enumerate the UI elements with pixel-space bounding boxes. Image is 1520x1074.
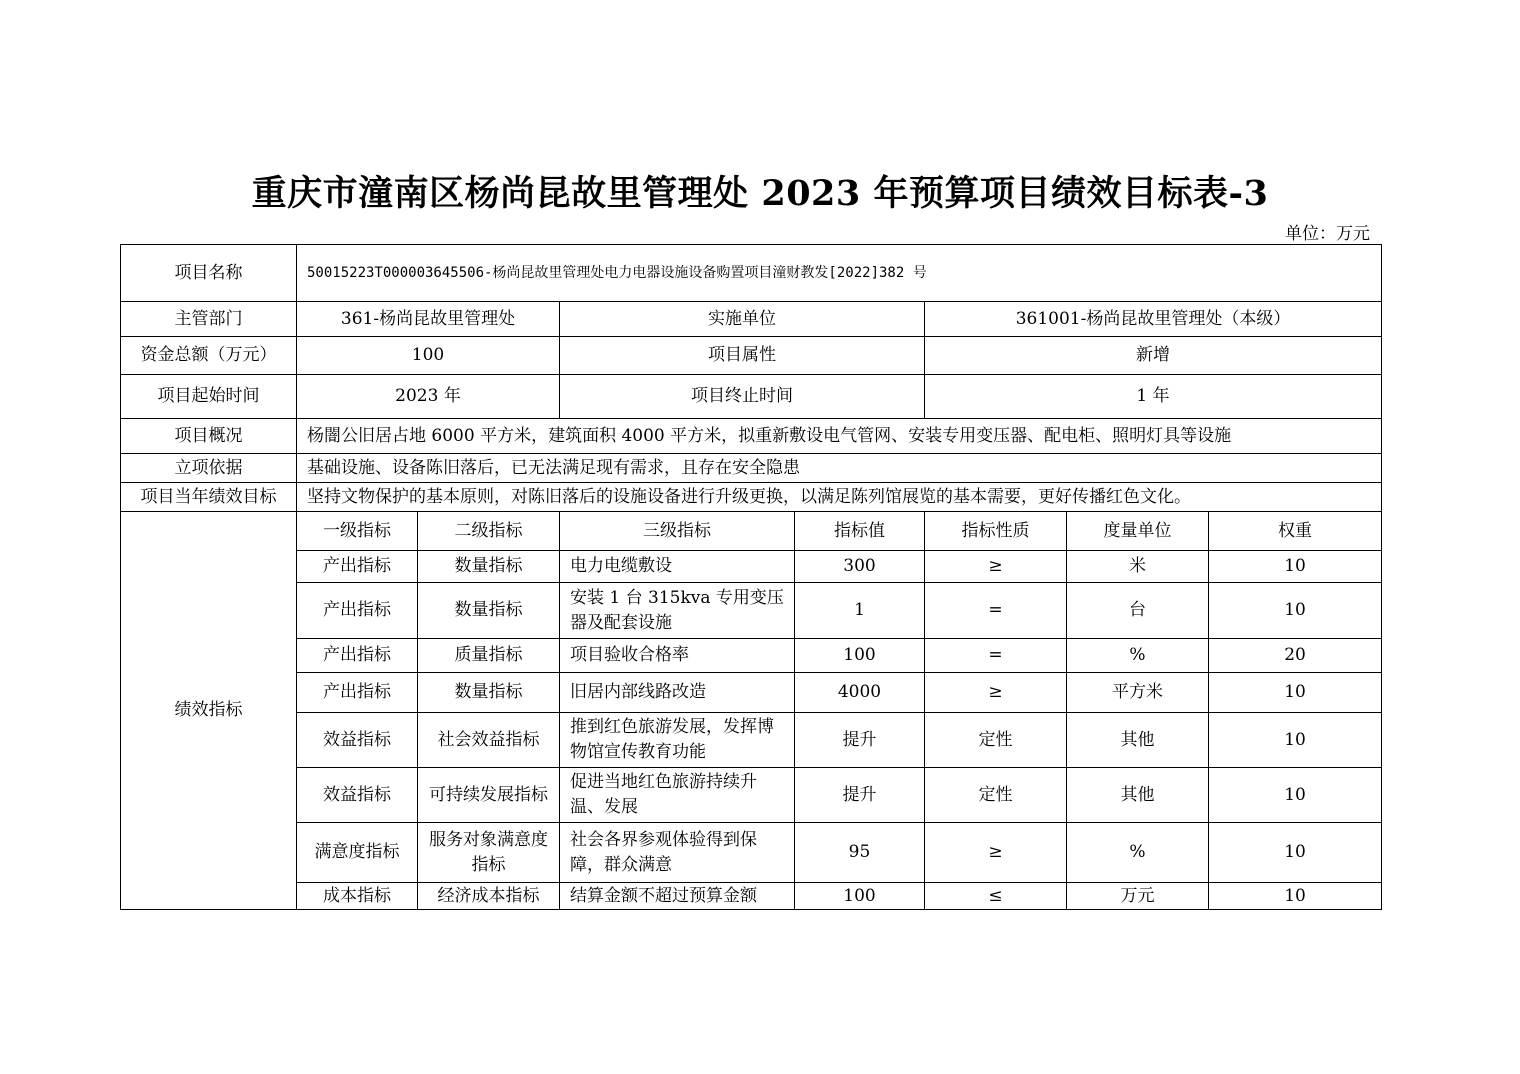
level1-cell: 产出指标 — [297, 583, 418, 639]
header-level3: 三级指标 — [560, 512, 795, 551]
level3-cell: 社会各界参观体验得到保障，群众满意 — [560, 823, 795, 883]
level2-cell: 可持续发展指标 — [418, 768, 560, 823]
performance-label: 绩效指标 — [121, 512, 297, 910]
level1-cell: 效益指标 — [297, 713, 418, 768]
table-row — [121, 551, 1382, 583]
unit-cell: 万元 — [1067, 883, 1209, 910]
weight-cell: 10 — [1209, 823, 1382, 883]
nature-cell: ≥ — [925, 673, 1067, 713]
unit-label: 单位：万元 — [1285, 224, 1370, 244]
basis-value: 基础设施、设备陈旧落后，已无法满足现有需求，且存在安全隐患 — [297, 454, 1382, 483]
level3-cell: 促进当地红色旅游持续升温、发展 — [560, 768, 795, 823]
implementer-label: 实施单位 — [560, 302, 925, 337]
level1-cell: 满意度指标 — [297, 823, 418, 883]
value-cell: 300 — [795, 551, 925, 583]
unit-cell: 台 — [1067, 583, 1209, 639]
header-level2: 二级指标 — [418, 512, 560, 551]
weight-cell: 10 — [1209, 713, 1382, 768]
level2-cell: 数量指标 — [418, 673, 560, 713]
overview-label: 项目概况 — [121, 419, 297, 454]
weight-cell: 10 — [1209, 673, 1382, 713]
implementer-value: 361001-杨尚昆故里管理处（本级） — [925, 302, 1382, 337]
fund-label: 资金总额（万元） — [121, 337, 297, 375]
basis-label: 立项依据 — [121, 454, 297, 483]
attribute-label: 项目属性 — [560, 337, 925, 375]
row-basis — [121, 454, 1382, 483]
value-cell: 1 — [795, 583, 925, 639]
table-row — [121, 639, 1382, 673]
level2-cell: 社会效益指标 — [418, 713, 560, 768]
value-cell: 100 — [795, 883, 925, 910]
level3-cell: 旧居内部线路改造 — [560, 673, 795, 713]
page-title: 重庆市潼南区杨尚昆故里管理处 2023 年预算项目绩效目标表-3 — [251, 173, 1269, 214]
weight-cell: 20 — [1209, 639, 1382, 673]
row-goal — [121, 483, 1382, 512]
row-project-name — [121, 245, 1382, 302]
unit-cell: % — [1067, 639, 1209, 673]
level3-cell: 项目验收合格率 — [560, 639, 795, 673]
department-value: 361-杨尚昆故里管理处 — [297, 302, 560, 337]
goal-value: 坚持文物保护的基本原则，对陈旧落后的设施设备进行升级更换，以满足陈列馆展览的基本需要，更好传播红色文化。 — [297, 483, 1382, 512]
level1-cell: 效益指标 — [297, 768, 418, 823]
nature-cell: ≥ — [925, 551, 1067, 583]
level2-cell: 质量指标 — [418, 639, 560, 673]
table-row — [121, 673, 1382, 713]
value-cell: 提升 — [795, 713, 925, 768]
header-nature: 指标性质 — [925, 512, 1067, 551]
table-row — [121, 883, 1382, 910]
department-label: 主管部门 — [121, 302, 297, 337]
level2-cell: 经济成本指标 — [418, 883, 560, 910]
level2-cell: 数量指标 — [418, 551, 560, 583]
end-time-value: 1 年 — [925, 375, 1382, 419]
level3-cell: 结算金额不超过预算金额 — [560, 883, 795, 910]
fund-value: 100 — [297, 337, 560, 375]
table-row — [121, 768, 1382, 823]
attribute-value: 新增 — [925, 337, 1382, 375]
performance-target-table — [120, 244, 1382, 910]
level2-cell: 服务对象满意度指标 — [418, 823, 560, 883]
level1-cell: 产出指标 — [297, 551, 418, 583]
nature-cell: = — [925, 583, 1067, 639]
weight-cell: 10 — [1209, 583, 1382, 639]
table-row — [121, 583, 1382, 639]
nature-cell: = — [925, 639, 1067, 673]
weight-cell: 10 — [1209, 883, 1382, 910]
unit-cell: 平方米 — [1067, 673, 1209, 713]
level1-cell: 产出指标 — [297, 673, 418, 713]
row-overview — [121, 419, 1382, 454]
nature-cell: 定性 — [925, 713, 1067, 768]
unit-cell: 其他 — [1067, 713, 1209, 768]
value-cell: 4000 — [795, 673, 925, 713]
level2-cell: 数量指标 — [418, 583, 560, 639]
nature-cell: ≥ — [925, 823, 1067, 883]
project-name-value: 50015223T000003645506-杨尚昆故里管理处电力电器设施设备购置项目潼财教发[2022]382 号 — [297, 245, 1382, 302]
weight-cell: 10 — [1209, 551, 1382, 583]
level3-cell: 安装 1 台 315kva 专用变压器及配套设施 — [560, 583, 795, 639]
table-row — [121, 823, 1382, 883]
level1-cell: 成本指标 — [297, 883, 418, 910]
value-cell: 提升 — [795, 768, 925, 823]
header-value: 指标值 — [795, 512, 925, 551]
project-name-label: 项目名称 — [121, 245, 297, 302]
row-fund — [121, 337, 1382, 375]
start-time-label: 项目起始时间 — [121, 375, 297, 419]
level3-cell: 电力电缆敷设 — [560, 551, 795, 583]
header-weight: 权重 — [1209, 512, 1382, 551]
header-level1: 一级指标 — [297, 512, 418, 551]
row-department — [121, 302, 1382, 337]
level3-cell: 推到红色旅游发展，发挥博物馆宣传教育功能 — [560, 713, 795, 768]
weight-cell: 10 — [1209, 768, 1382, 823]
unit-cell: 其他 — [1067, 768, 1209, 823]
goal-label: 项目当年绩效目标 — [121, 483, 297, 512]
nature-cell: ≤ — [925, 883, 1067, 910]
level1-cell: 产出指标 — [297, 639, 418, 673]
end-time-label: 项目终止时间 — [560, 375, 925, 419]
nature-cell: 定性 — [925, 768, 1067, 823]
unit-cell: % — [1067, 823, 1209, 883]
unit-cell: 米 — [1067, 551, 1209, 583]
value-cell: 95 — [795, 823, 925, 883]
row-indicator-header — [121, 512, 1382, 551]
value-cell: 100 — [795, 639, 925, 673]
header-unit: 度量单位 — [1067, 512, 1209, 551]
row-period — [121, 375, 1382, 419]
table-row — [121, 713, 1382, 768]
start-time-value: 2023 年 — [297, 375, 560, 419]
overview-value: 杨闇公旧居占地 6000 平方米，建筑面积 4000 平方米，拟重新敷设电气管网、安装专用变压器、配电柜、照明灯具等设施 — [297, 419, 1382, 454]
